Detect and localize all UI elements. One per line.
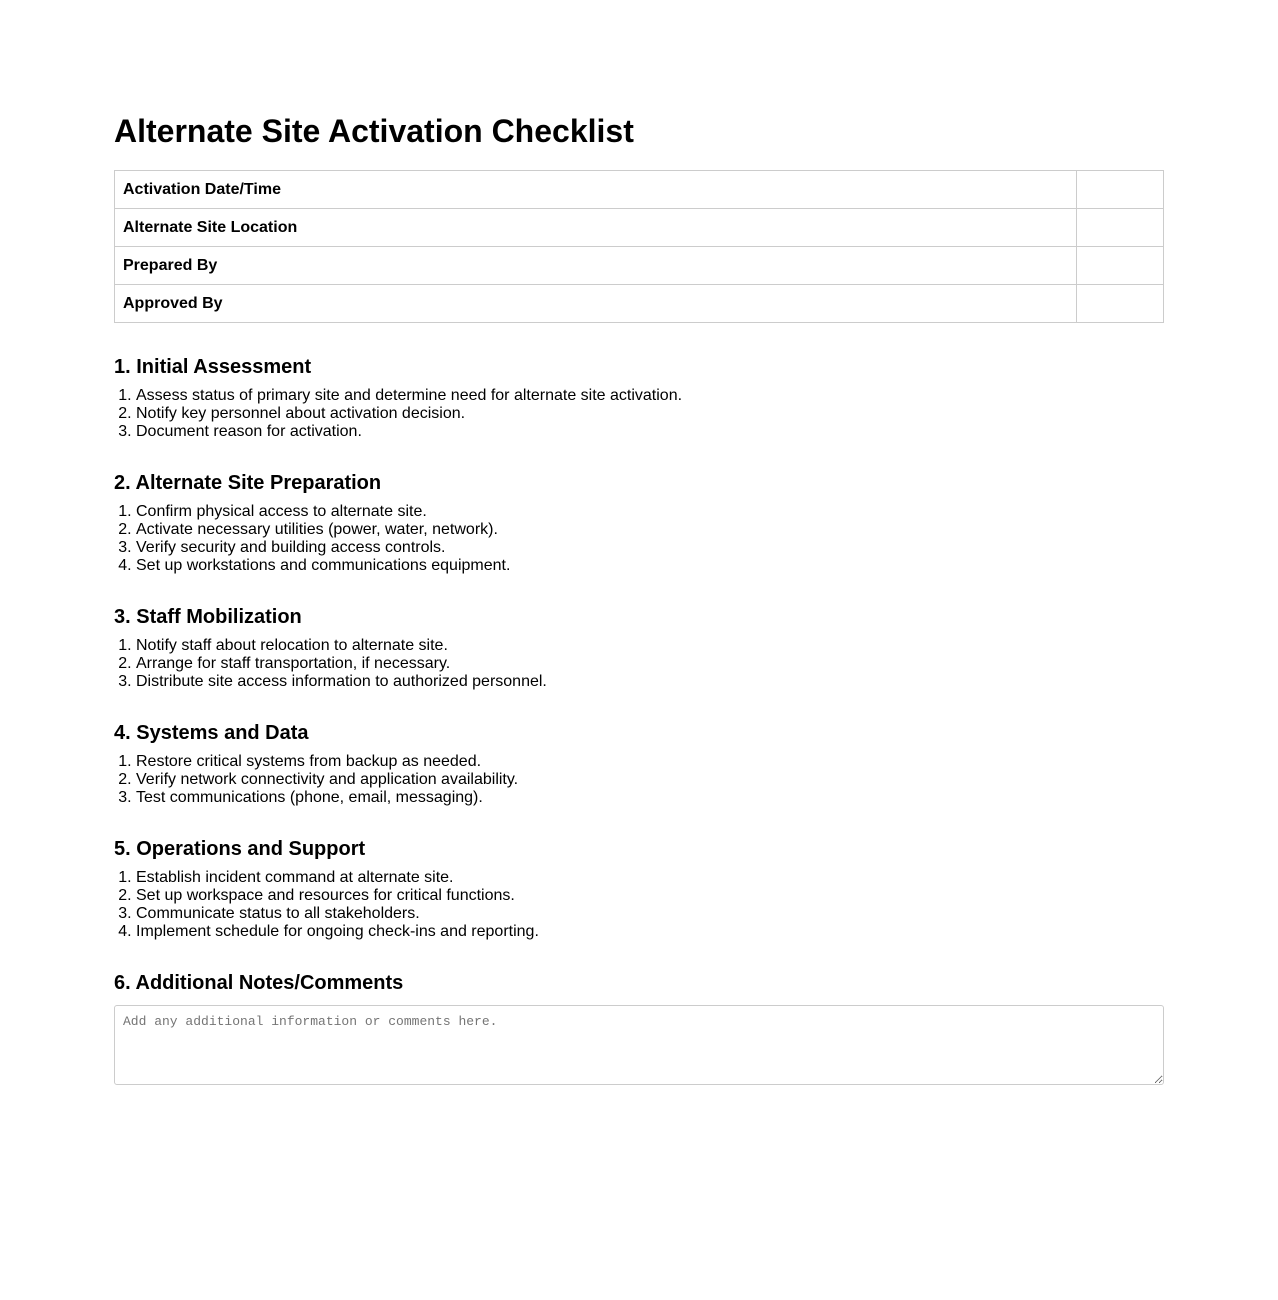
list-item: 2. Activate necessary utilities (power, water, network).	[136, 521, 1164, 539]
list-item: 1. Establish incident command at alternate site.	[136, 869, 1164, 887]
prepared-by-value[interactable]	[1077, 247, 1164, 285]
section-heading: 2. Alternate Site Preparation	[114, 472, 382, 494]
notes-textarea[interactable]	[114, 1005, 1164, 1085]
list-item: 2. Set up workspace and resources for critical functions.	[136, 887, 1164, 905]
checklist	[114, 503, 1164, 575]
list-item: 1. Confirm physical access to alternate site.	[136, 503, 1164, 521]
checklist	[114, 869, 1164, 941]
info-label: Approved By	[115, 285, 1077, 323]
checklist	[114, 387, 1164, 441]
section-staff-mobilization	[114, 605, 1164, 691]
list-item: 4. Implement schedule for ongoing check-ins and reporting.	[136, 923, 1164, 941]
list-item: 4. Set up workstations and communications equipment.	[136, 557, 1164, 575]
info-label: Prepared By	[115, 247, 1077, 285]
list-item: 3. Document reason for activation.	[136, 423, 1164, 441]
list-item: 3. Verify security and building access controls.	[136, 539, 1164, 557]
list-item: 3. Test communications (phone, email, messaging).	[136, 789, 1164, 807]
list-item: 2. Verify network connectivity and application availability.	[136, 771, 1164, 789]
section-heading: 1. Initial Assessment	[114, 356, 312, 378]
info-row-prepared-by	[115, 247, 1164, 285]
info-label: Activation Date/Time	[115, 171, 1077, 209]
approved-by-value[interactable]	[1077, 285, 1164, 323]
info-label: Alternate Site Location	[115, 209, 1077, 247]
section-alternate-site-preparation	[114, 471, 1164, 575]
page-title: Alternate Site Activation Checklist	[114, 113, 634, 149]
list-item: 2. Notify key personnel about activation decision.	[136, 405, 1164, 423]
info-table	[114, 170, 1164, 323]
site-location-value[interactable]	[1077, 209, 1164, 247]
info-row-site-location	[115, 209, 1164, 247]
section-heading: 6. Additional Notes/Comments	[114, 972, 404, 994]
activation-datetime-value[interactable]	[1077, 171, 1164, 209]
list-item: 3. Communicate status to all stakeholders.	[136, 905, 1164, 923]
list-item: 3. Distribute site access information to authorized personnel.	[136, 673, 1164, 691]
checklist	[114, 753, 1164, 807]
checklist	[114, 637, 1164, 691]
section-operations-and-support	[114, 837, 1164, 941]
info-row-approved-by	[115, 285, 1164, 323]
list-item: 1. Restore critical systems from backup as needed.	[136, 753, 1164, 771]
section-systems-and-data	[114, 721, 1164, 807]
info-row-activation-datetime	[115, 171, 1164, 209]
section-heading: 3. Staff Mobilization	[114, 606, 302, 628]
section-heading: 4. Systems and Data	[114, 722, 309, 744]
list-item: 1. Assess status of primary site and determine need for alternate site activation.	[136, 387, 1164, 405]
section-additional-notes	[114, 971, 1164, 995]
list-item: 2. Arrange for staff transportation, if necessary.	[136, 655, 1164, 673]
list-item: 1. Notify staff about relocation to alternate site.	[136, 637, 1164, 655]
section-initial-assessment	[114, 355, 1164, 441]
section-heading: 5. Operations and Support	[114, 838, 366, 860]
